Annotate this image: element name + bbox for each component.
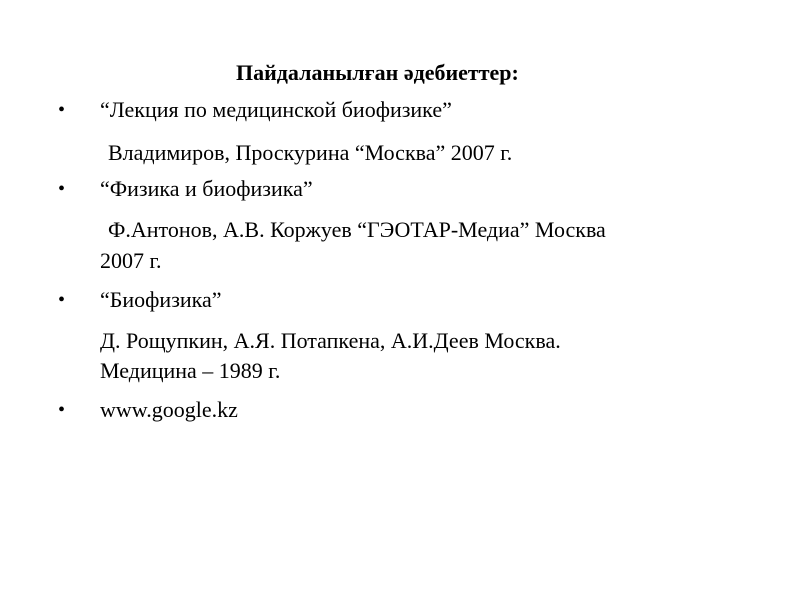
reference-3-title: “Биофизика” — [100, 287, 222, 312]
reference-2-details-line-2: 2007 г. — [100, 248, 162, 273]
bullet-2: • — [58, 178, 66, 200]
reference-4-link: www.google.kz — [100, 397, 238, 422]
bullet-3: • — [58, 289, 66, 311]
reference-1-details-line-1: Владимиров, Проскурина “Москва” 2007 г. — [108, 140, 513, 165]
bullet-1: • — [58, 99, 66, 121]
slide-title: Пайдаланылған әдебиеттер: — [236, 60, 519, 85]
reference-3-details-line-1: Д. Рощупкин, А.Я. Потапкена, А.И.Деев Москва. — [100, 328, 561, 353]
reference-3-details-line-2: Медицина – 1989 г. — [100, 358, 281, 383]
reference-1-title: “Лекция по медицинской биофизике” — [100, 97, 452, 122]
bullet-4: • — [58, 399, 66, 421]
reference-2-details-line-1: Ф.Антонов, А.В. Коржуев “ГЭОТАР-Медиа” Москва — [108, 217, 606, 242]
reference-2-title: “Физика и биофизика” — [100, 176, 313, 201]
